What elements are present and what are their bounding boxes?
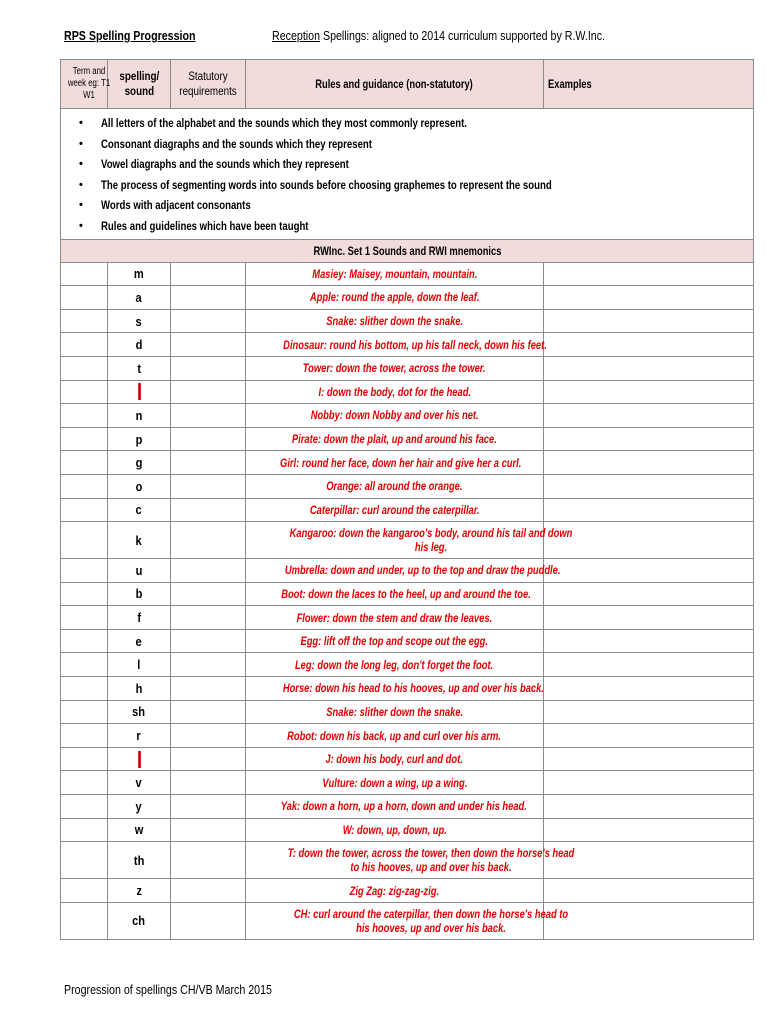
statutory-cell [171,653,246,677]
section-header-row [61,239,754,262]
mnemonic-cell: Egg: lift off the top and scope out the egg. [246,629,544,653]
mnemonic-cell: Robot: down his back, up and curl over his arm. [246,724,544,748]
examples-cell [544,451,754,475]
sound-cell: y [108,795,171,819]
examples-cell [544,747,754,771]
sound-cell: b [108,582,171,606]
sound-cell: k [108,522,171,559]
col-examples-header: Examples [544,60,754,109]
term-cell [61,380,108,404]
term-cell [61,262,108,286]
examples-cell [544,606,754,630]
examples-cell [544,771,754,795]
examples-cell [544,629,754,653]
statutory-cell [171,474,246,498]
intro-bullet: • Rules and guidelines which have been taught [101,216,753,237]
mnemonic-cell: Snake: slither down the snake. [246,700,544,724]
statutory-cell [171,404,246,428]
statutory-cell [171,724,246,748]
statutory-cell [171,795,246,819]
term-cell [61,286,108,310]
mnemonic-cell: Apple: round the apple, down the leaf. [246,286,544,310]
term-cell [61,879,108,903]
table-row [61,606,754,630]
term-cell [61,795,108,819]
statutory-cell [171,879,246,903]
mnemonic-cell: I: down the body, dot for the head. [246,380,544,404]
table-row [61,795,754,819]
statutory-cell [171,818,246,842]
table-row [61,879,754,903]
statutory-cell [171,747,246,771]
mnemonic-cell: Horse: down his head to his hooves, up and over his back. [246,677,544,701]
sound-cell: ch [108,902,171,939]
intro-row [61,109,754,240]
sound-cell: sh [108,700,171,724]
statutory-cell [171,677,246,701]
sound-cell: e [108,629,171,653]
term-cell [61,902,108,939]
mnemonic-cell: Yak: down a horn, up a horn, down and under his head. [246,795,544,819]
document-title: RPS Spelling Progression [64,28,196,43]
term-cell [61,700,108,724]
sound-cell: o [108,474,171,498]
term-cell [61,427,108,451]
table-row [61,333,754,357]
sound-cell: t [108,356,171,380]
sound-cell: u [108,559,171,583]
statutory-cell [171,771,246,795]
term-cell [61,842,108,879]
term-cell [61,653,108,677]
table-header-row [61,60,754,109]
col-term-header: Term and week eg: T1 W1 [61,60,108,109]
table-row [61,451,754,475]
mnemonic-cell: Girl: round her face, down her hair and give her a curl. [246,451,544,475]
table-row [61,653,754,677]
mnemonic-cell: Vulture: down a wing, up a wing. [246,771,544,795]
intro-bullet: • All letters of the alphabet and the sounds which they most commonly represent. [101,113,753,134]
table-row [61,629,754,653]
sound-cell: d [108,333,171,357]
table-row [61,380,754,404]
examples-cell [544,700,754,724]
sound-cell: n [108,404,171,428]
sound-cell: c [108,498,171,522]
sound-cell: m [108,262,171,286]
term-cell [61,771,108,795]
term-cell [61,474,108,498]
mnemonic-cell: Umbrella: down and under, up to the top and draw the puddle. [246,559,544,583]
table-row [61,747,754,771]
mnemonic-cell: Dinosaur: round his bottom, up his tall neck, down his feet. [246,333,544,357]
sound-cell: r [108,724,171,748]
term-cell [61,309,108,333]
examples-cell [544,286,754,310]
term-cell [61,747,108,771]
statutory-cell [171,522,246,559]
mnemonic-cell: Pirate: down the plait, up and around his face. [246,427,544,451]
table-row [61,356,754,380]
sound-cell: v [108,771,171,795]
mnemonic-cell: Kangaroo: down the kangaroo's body, around his tail and down his leg. [246,522,544,559]
table-row [61,724,754,748]
mnemonic-cell: W: down, up, down, up. [246,818,544,842]
statutory-cell [171,498,246,522]
sound-cell: p [108,427,171,451]
statutory-cell [171,309,246,333]
statutory-cell [171,700,246,724]
table-row [61,771,754,795]
mnemonic-cell: Flower: down the stem and draw the leaves. [246,606,544,630]
statutory-cell [171,902,246,939]
sound-cell: z [108,879,171,903]
examples-cell [544,795,754,819]
term-cell [61,498,108,522]
table-row [61,582,754,606]
mnemonic-cell: Snake: slither down the snake. [246,309,544,333]
term-cell [61,724,108,748]
sound-cell: h [108,677,171,701]
mnemonic-cell: Boot: down the laces to the heel, up and around the toe. [246,582,544,606]
mnemonic-cell: Nobby: down Nobby and over his net. [246,404,544,428]
term-cell [61,677,108,701]
examples-cell [544,404,754,428]
section-title: RWInc. Set 1 Sounds and RWI mnemonics [61,239,754,262]
examples-cell [544,427,754,451]
mnemonic-cell: CH: curl around the caterpillar, then down the horse's head to his hooves, up and over his back. [246,902,544,939]
statutory-cell [171,451,246,475]
statutory-cell [171,333,246,357]
examples-cell [544,879,754,903]
term-cell [61,818,108,842]
mnemonic-cell: J: down his body, curl and dot. [246,747,544,771]
examples-cell [544,559,754,583]
examples-cell [544,653,754,677]
mnemonic-cell: Zig Zag: zig-zag-zig. [246,879,544,903]
examples-cell [544,582,754,606]
table-row [61,818,754,842]
intro-bullets [61,109,754,240]
statutory-cell [171,380,246,404]
subtitle-text: Spellings: aligned to 2014 curriculum supported by R.W.Inc. [320,28,606,43]
statutory-cell [171,286,246,310]
table-row [61,700,754,724]
marker-bar [138,751,141,768]
subtitle-label: Reception [272,28,321,43]
intro-bullet: • The process of segmenting words into sounds before choosing graphemes to represent the sound [101,175,753,196]
table-row [61,677,754,701]
examples-cell [544,380,754,404]
examples-cell [544,724,754,748]
sound-cell: l [108,653,171,677]
mnemonic-cell: T: down the tower, across the tower, then down the horse's head to his hooves, up and over his back. [246,842,544,879]
marker-bar [138,383,141,400]
page-footer: Progression of spellings CH/VB March 2015 [64,982,272,997]
mnemonic-cell: Orange: all around the orange. [246,474,544,498]
statutory-cell [171,582,246,606]
examples-cell [544,309,754,333]
term-cell [61,333,108,357]
term-cell [61,629,108,653]
term-cell [61,522,108,559]
intro-bullet: • Words with adjacent consonants [101,195,753,216]
col-sound-header: spelling/ sound [108,60,171,109]
table-row [61,427,754,451]
sound-cell: w [108,818,171,842]
sound-cell: th [108,842,171,879]
statutory-cell [171,842,246,879]
col-statutory-header: Statutory requirements [171,60,246,109]
table-row [61,309,754,333]
table-row [61,286,754,310]
col-rules-header: Rules and guidance (non-statutory) [246,60,544,109]
term-cell [61,356,108,380]
table-row [61,522,754,559]
mnemonic-cell: Leg: down the long leg, don't forget the foot. [246,653,544,677]
mnemonic-cell: Caterpillar: curl around the caterpillar. [246,498,544,522]
statutory-cell [171,606,246,630]
document-subtitle [272,28,605,43]
examples-cell [544,262,754,286]
examples-cell [544,356,754,380]
mnemonic-cell: Tower: down the tower, across the tower. [246,356,544,380]
statutory-cell [171,559,246,583]
examples-cell [544,818,754,842]
term-cell [61,582,108,606]
sound-cell: f [108,606,171,630]
table-row [61,262,754,286]
statutory-cell [171,427,246,451]
table-row [61,902,754,939]
table-row [61,498,754,522]
examples-cell [544,333,754,357]
sound-cell [108,747,171,771]
examples-cell [544,474,754,498]
term-cell [61,451,108,475]
sound-cell: a [108,286,171,310]
table-row [61,559,754,583]
sound-cell: g [108,451,171,475]
mnemonic-cell: Masiey: Maisey, mountain, mountain. [246,262,544,286]
table-row [61,474,754,498]
sound-cell: s [108,309,171,333]
statutory-cell [171,356,246,380]
term-cell [61,559,108,583]
sound-cell [108,380,171,404]
statutory-cell [171,629,246,653]
examples-cell [544,677,754,701]
intro-bullet: • Consonant diagraphs and the sounds which they represent [101,134,753,155]
intro-bullet: • Vowel diagraphs and the sounds which they represent [101,154,753,175]
table-row [61,842,754,879]
table-row [61,404,754,428]
examples-cell [544,498,754,522]
term-cell [61,606,108,630]
spelling-table [60,59,754,940]
statutory-cell [171,262,246,286]
term-cell [61,404,108,428]
